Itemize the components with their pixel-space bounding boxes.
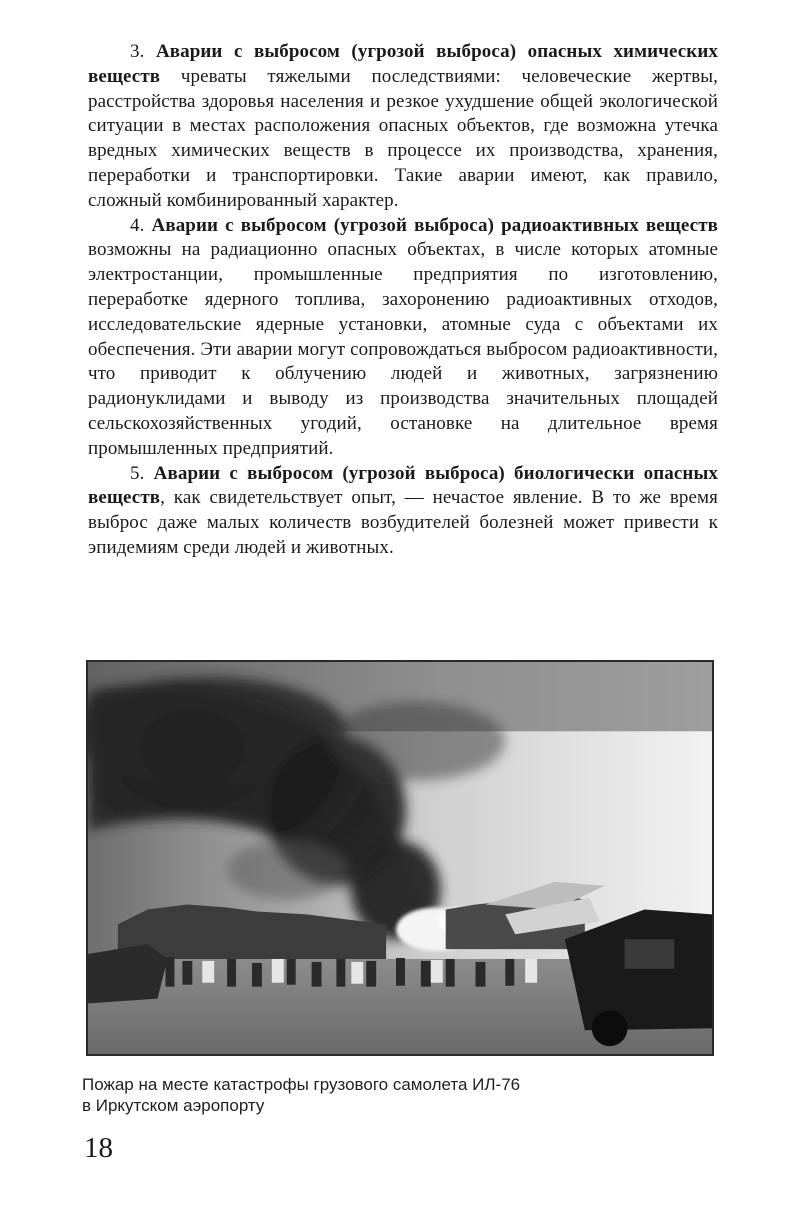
paragraph-heading: Аварии с выбросом (угрозой выброса) радиоактивных веществ (151, 214, 718, 236)
paragraph-text: возможны на радиационно опасных объектах, в числе которых атомные электростанции, промышленные предприятия по изготовлению, переработке ядерного топлива, захоронению радиоактивных отходов, исследовательские ядерные установки, атомные суда с объектами их обеспечения. Эти аварии могут сопровождаться выбросом радиоактивности, что приводит к облучению людей и животных, загрязнению радионуклидами и выводу из производства значительных площадей сельскохозяйственных угодий, остановке на длительное время промышленных предприятий. (88, 239, 718, 459)
crash-fire-photo (86, 660, 714, 1056)
caption-line-1: Пожар на месте катастрофы грузового самолета ИЛ-76 (82, 1075, 521, 1094)
paragraph-number: 5. (130, 462, 154, 484)
paragraph-text: чреваты тяжелыми последствиями: человеческие жертвы, расстройства здоровья населения и резкое ухудшение общей экологической ситуации в местах расположения опасных объектов, где возможна утечка вредных химических веществ в процессе их производства, хранения, переработки и транспортировки. Такие аварии имеют, как правило, сложный комбинированный характер. (88, 65, 718, 211)
photo-illustration (88, 662, 712, 1054)
photo-caption (82, 1074, 642, 1116)
paragraph-chemical (88, 40, 718, 214)
paragraph-text: , как свидетельствует опыт, — нечастое явление. В то же время выброс даже малых количеств возбудителей болезней может привести к эпидемиям среди людей и животных. (88, 487, 718, 558)
paragraph-number: 4. (130, 214, 152, 236)
body-text (88, 40, 718, 561)
truck-left (88, 944, 167, 1003)
page-number: 18 (84, 1132, 113, 1164)
paragraph-heading: Аварии с выбросом (угрозой выброса) биологически опасных веществ (88, 462, 718, 509)
paragraph-number: 3. (130, 41, 156, 62)
paragraph-radioactive (88, 214, 718, 462)
paragraph-heading: Аварии с выбросом (угрозой выброса) опасных химических веществ (88, 41, 718, 87)
paragraph-biological (88, 462, 718, 561)
caption-line-2: в Иркутском аэропорту (82, 1096, 265, 1115)
